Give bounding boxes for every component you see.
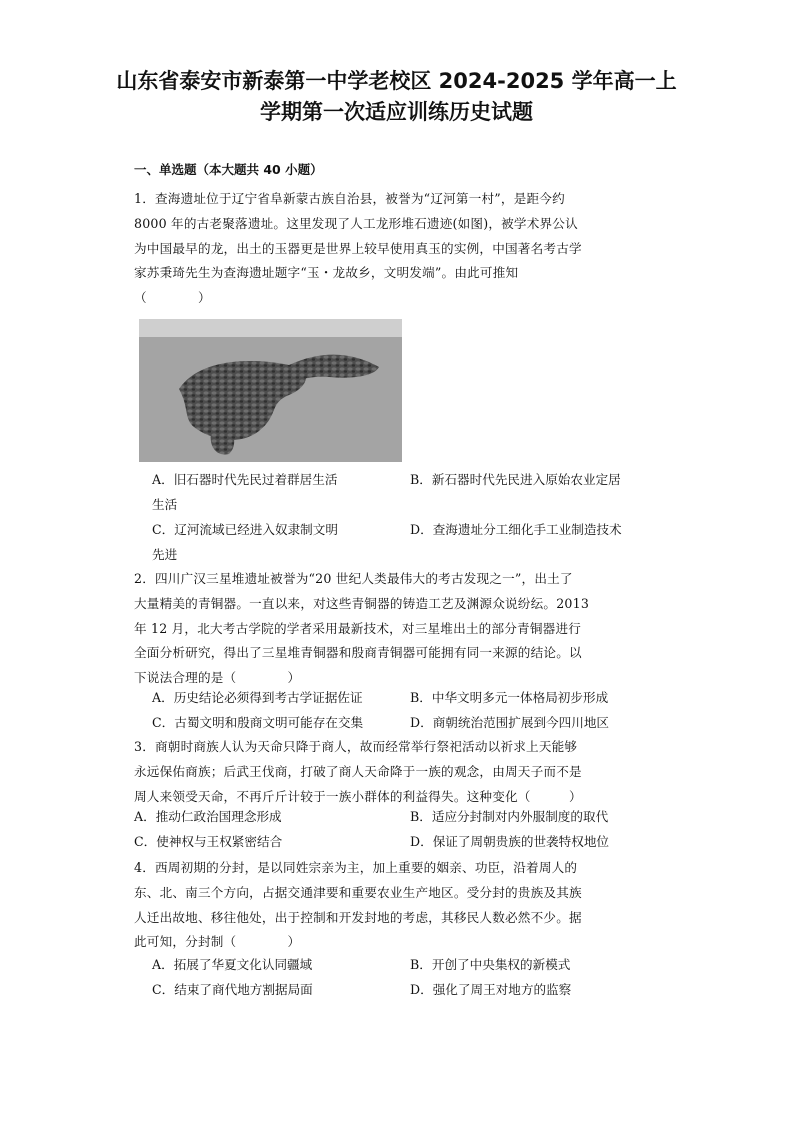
- title-line-2: 学期第一次适应训练历史试题: [260, 100, 533, 124]
- question-line: 3．商朝时商族人认为天命只降于商人，故而经常举行祭祀活动以祈求上天能够: [134, 739, 578, 754]
- question-line: 2．四川广汉三星堆遗址被誉为“20 世纪人类最伟大的考古发现之一”，出土了: [134, 571, 573, 586]
- option-1-C: C．辽河流域已经进入奴隶制文明: [152, 522, 338, 537]
- question-line: 为中国最早的龙，出土的玉器更是世界上较早使用真玉的实例，中国著名考古学: [134, 240, 582, 256]
- option-3-A: A．推动仁政治国理念形成: [134, 809, 282, 824]
- option-4-C: C．结束了商代地方割据局面: [152, 982, 313, 997]
- question-line: 家苏秉琦先生为查海遗址题字“玉・龙故乡，文明发端”。由此可推知: [134, 265, 519, 281]
- question-line: 全面分析研究，得出了三星堆青铜器和殷商青铜器可能拥有同一来源的结论。以: [134, 645, 582, 661]
- option-1-A: A．旧石器时代先民过着群居生活: [152, 472, 338, 487]
- question-3-stem: [134, 735, 674, 809]
- dragon-stone-pile-image: [139, 319, 402, 462]
- question-line: 大量精美的青铜器。一直以来，对这些青铜器的铸造工艺及渊源众说纷纭。2013: [134, 595, 590, 611]
- option-4-B: B．开创了中央集权的新模式: [410, 957, 571, 972]
- question-line: 此可知，分封制（ ）: [134, 934, 301, 950]
- option-3-B: B．适应分封制对内外服制度的取代: [410, 809, 609, 824]
- option-1-B-continued: 生活: [152, 497, 178, 512]
- option-2-C: C．古蜀文明和殷商文明可能存在交集: [152, 715, 364, 730]
- option-1-B: B．新石器时代先民进入原始农业定居: [410, 472, 621, 487]
- title-line-1: 山东省泰安市新泰第一中学老校区 2024-2025 学年高一上: [116, 69, 677, 93]
- option-2-A: A．历史结论必须得到考古学证据佐证: [152, 690, 363, 705]
- question-line: 周人来领受天命，不再斤斤计较于一族小群体的利益得失。这种变化（ ）: [134, 788, 582, 804]
- question-line: 1．查海遗址位于辽宁省阜新蒙古族自治县，被誉为“辽河第一村”，是距今约: [134, 191, 565, 206]
- question-line: 年 12 月，北大考古学院的学者采用最新技术，对三星堆出土的部分青铜器进行: [134, 620, 582, 636]
- question-1-stem: [134, 187, 674, 311]
- chahai-dragon-stone-photo: [139, 319, 402, 462]
- option-1-D-continued: 先进: [152, 547, 178, 562]
- option-2-B: B．中华文明多元一体格局初步形成: [410, 690, 609, 705]
- question-line: 4．西周初期的分封，是以同姓宗亲为主，加上重要的姻亲、功臣，沿着周人的: [134, 860, 578, 875]
- question-line: （ ）: [134, 290, 211, 306]
- question-line: 永远保佑商族；后武王伐商，打破了商人天命降于一族的观念，由周天子而不是: [134, 763, 582, 779]
- question-4-stem: [134, 856, 674, 955]
- question-line: 人迁出故地、移往他处，出于控制和开发封地的考虑，其移民人数必然不少。据: [134, 909, 582, 925]
- option-3-C: C．使神权与王权紧密结合: [134, 834, 283, 849]
- section-heading: 一、单选题（本大题共 40 小题）: [134, 162, 323, 177]
- option-4-A: A．拓展了华夏文化认同疆域: [152, 957, 313, 972]
- option-3-D: D．保证了周朝贵族的世袭特权地位: [410, 834, 610, 849]
- question-line: 8000 年的古老聚落遗址。这里发现了人工龙形堆石遗迹(如图)，被学术界公认: [134, 215, 578, 231]
- option-1-D: D．查海遗址分工细化手工业制造技术: [410, 522, 622, 537]
- option-2-D: D．商朝统治范围扩展到今四川地区: [410, 715, 610, 730]
- exam-title: [100, 66, 693, 128]
- option-4-D: D．强化了周王对地方的监察: [410, 982, 572, 997]
- question-line: 下说法合理的是（ ）: [134, 670, 301, 686]
- question-line: 东、北、南三个方向，占据交通津要和重要农业生产地区。受分封的贵族及其族: [134, 884, 582, 900]
- question-2-stem: [134, 567, 674, 691]
